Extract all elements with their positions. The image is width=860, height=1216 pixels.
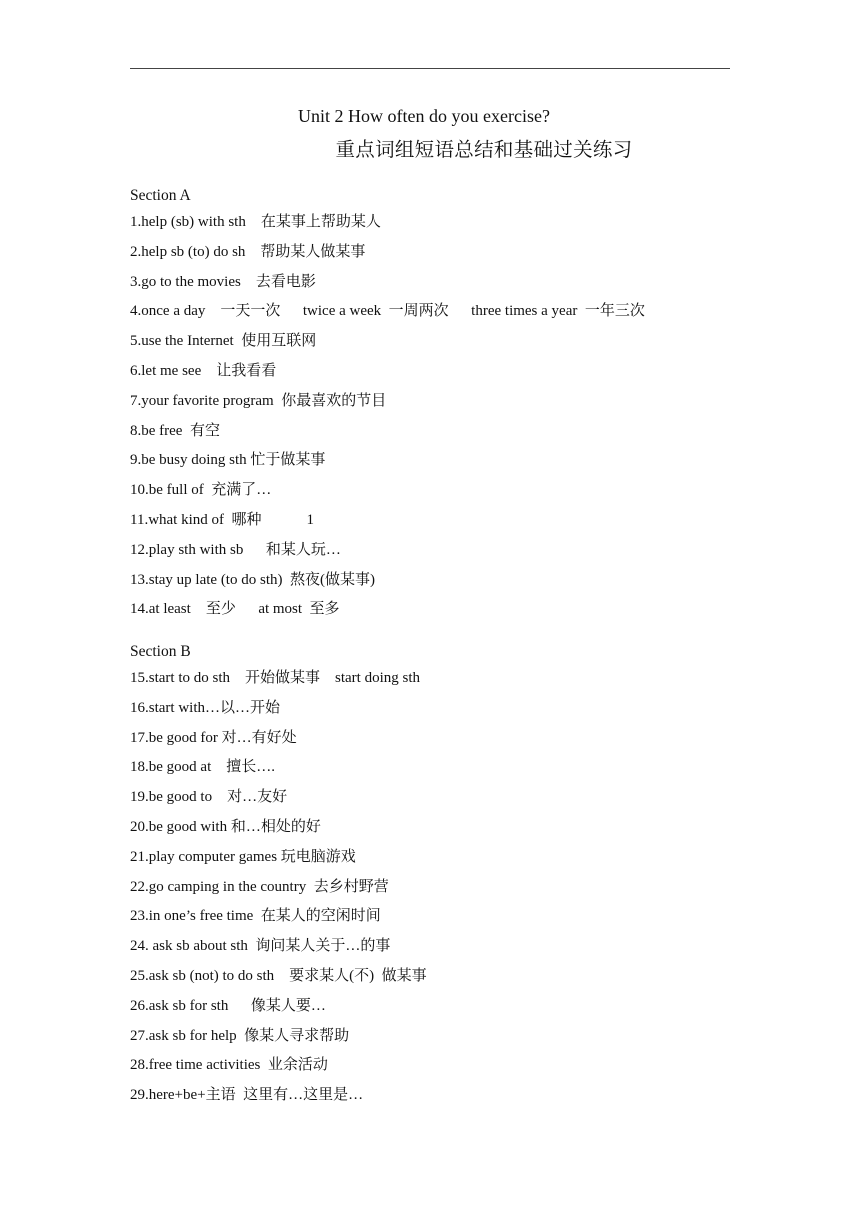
phrase-item: 3.go to the movies 去看电影 bbox=[130, 273, 316, 290]
section-a bbox=[130, 184, 750, 625]
phrase-item: 6.let me see 让我看看 bbox=[130, 362, 277, 379]
phrase-item: 22.go camping in the country 去乡村野营 bbox=[130, 878, 389, 895]
phrase-item: 1.help (sb) with sth 在某事上帮助某人 bbox=[130, 214, 381, 230]
phrase-item: 20.be good with 和…相处的好 bbox=[130, 818, 321, 835]
section-b bbox=[130, 640, 750, 1111]
section-b-label: Section B bbox=[130, 643, 191, 660]
phrase-item: 13.stay up late (to do sth) 熬夜(做某事) bbox=[130, 571, 375, 588]
phrase-item: 25.ask sb (not) to do sth 要求某人(不) 做某事 bbox=[130, 967, 427, 984]
phrase-item: 28.free time activities 业余活动 bbox=[130, 1057, 328, 1074]
header-rule bbox=[130, 68, 730, 69]
phrase-item: 24. ask sb about sth 询问某人关于…的事 bbox=[130, 938, 391, 955]
phrase-item: 11.what kind of 哪种 1 bbox=[130, 511, 315, 528]
page-title-english: Unit 2 How often do you exercise? bbox=[298, 106, 550, 126]
phrase-item: 14.at least 至少 at most 至多 bbox=[130, 601, 340, 618]
phrase-item: 26.ask sb for sth 像某人要… bbox=[130, 997, 326, 1014]
phrase-item: 18.be good at 擅长…. bbox=[130, 759, 275, 776]
phrase-item: 9.be busy doing sth 忙于做某事 bbox=[130, 452, 326, 469]
phrase-item: 29.here+be+主语 这里有…这里是… bbox=[130, 1087, 364, 1104]
phrase-item: 8.be free 有空 bbox=[130, 422, 220, 439]
phrase-item: 23.in one’s free time 在某人的空闲时间 bbox=[130, 908, 381, 925]
phrase-item: 7.your favorite program 你最喜欢的节目 bbox=[130, 392, 387, 409]
section-a-label: Section A bbox=[130, 187, 191, 204]
phrase-item: 27.ask sb for help 像某人寻求帮助 bbox=[130, 1027, 350, 1044]
phrase-item: 10.be full of 充满了… bbox=[130, 482, 272, 499]
phrase-item: 15.start to do sth 开始做某事 start doing sth bbox=[130, 670, 420, 686]
phrase-item: 2.help sb (to) do sh 帮助某人做某事 bbox=[130, 243, 366, 260]
phrase-item: 21.play computer games 玩电脑游戏 bbox=[130, 848, 356, 865]
phrase-item: 16.start with…以…开始 bbox=[130, 699, 280, 716]
phrase-item: 5.use the Internet 使用互联网 bbox=[130, 333, 317, 350]
page-title-chinese: 重点词组短语总结和基础过关练习 bbox=[335, 138, 633, 161]
phrase-item: 19.be good to 对…友好 bbox=[130, 789, 288, 806]
phrase-item: 17.be good for 对…有好处 bbox=[130, 729, 297, 746]
section-a-list bbox=[130, 208, 750, 625]
section-b-list bbox=[130, 664, 750, 1111]
phrase-item: 4.once a day 一天一次 twice a week 一周两次 three times a year 一年三次 bbox=[130, 303, 645, 320]
phrase-item: 12.play sth with sb 和某人玩… bbox=[130, 541, 341, 558]
